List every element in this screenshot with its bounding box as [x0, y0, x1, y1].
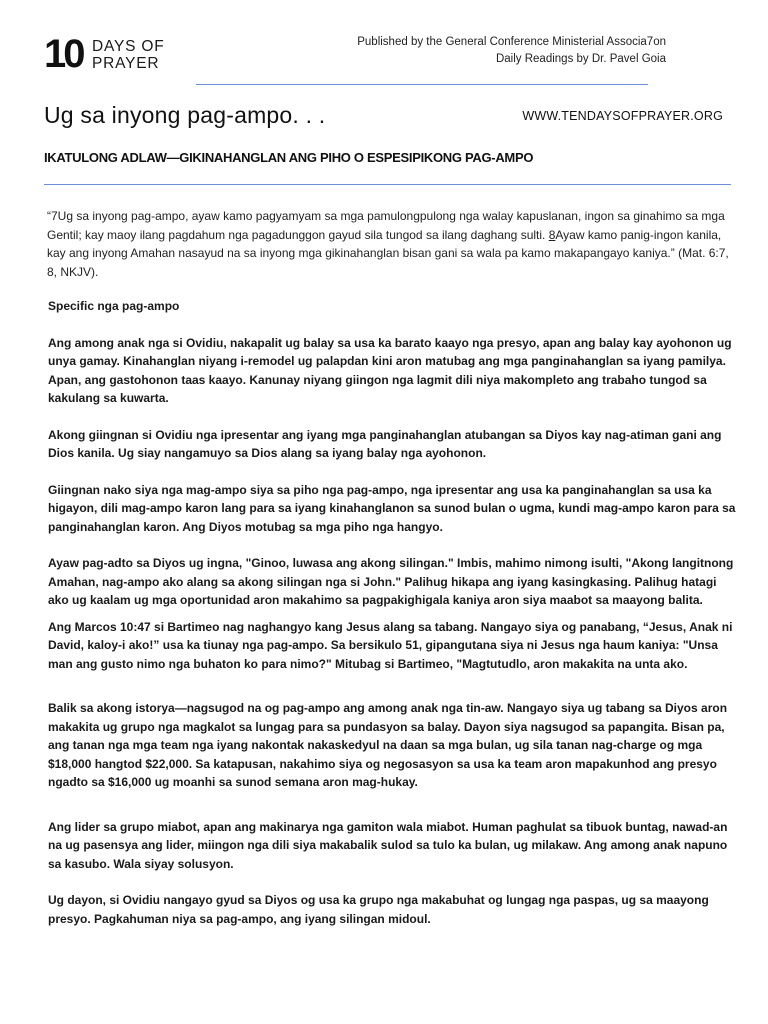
page-title: Ug sa inyong pag-ampo. . . [44, 102, 326, 128]
scripture-part-2: Ayaw kamo panig-ingon kanila, kay ang inyong Amahan nasayud na sa inyong mga gikinahanglan bisan gani sa wala pa kamo makapangayo kaniya.” (Mat. 6:7, 8, NKJV). [47, 227, 729, 279]
day-heading: IKATULONG ADLAW—GIKINAHANGLAN ANG PIHO O ESPESIPIKONG PAG-AMPO [44, 150, 534, 165]
logo-line-1: DAYS OF [92, 38, 165, 55]
header-divider [196, 84, 648, 85]
paragraph: Ayaw pag-adto sa Diyos ug ingna, "Ginoo, luwasa ang akong silingan." Imbis, mahimo nimong isulti, "Akong langitnong Amahan, nag-ampo ako alang sa akong silingan nga si John." Palihug hikapa ang iyang kasingkasing. Palihug hatagi ako ug kaalam ug mga oportunidad aron makahimo sa pagpakighigala kaniya aron siya maabot sa maayong balita. [48, 556, 734, 607]
paragraph: Ug dayon, si Ovidiu nangayo gyud sa Diyos og usa ka grupo nga makabuhat og lungag nga paspas, ug sa maayong presyo. Pagkahuman niya sa pag-ampo, ang iyang silingan midoul. [48, 893, 709, 926]
paragraph: Balik sa akong istorya—nagsugod na og pag-ampo ang among anak nga tin-aw. Nangayo siya ug tabang sa Diyos aron makakita ug grupo nga magkalot sa lungag para sa pundasyon sa balay. Dayon siya nagsugod sa papangita. Bisan pa, ang tanan nga mga team nga iyang nakontak nakaskedyul na daan sa mga bulan, ug sila tanan nag-charge og mga $18,000 hangtod $22,000. Sa katapusan, nakahimo siya og negosasyon sa usa ka team aron mapakunhod ang presyo ngadto sa $16,000 ug moanhi sa sunod semana aron mag-hukay. [48, 701, 728, 789]
paragraph: Ang lider sa grupo miabot, apan ang makinarya nga gamiton wala miabot. Human paghulat sa tibuok buntag, nawad-an na ug pasensya ang lider, miingon nga dili siya makabalik sulod sa tulo ka bulan, ug milakaw. Ang among anak napuno sa kasubo. Wala siyay solusyon. [48, 819, 728, 871]
paragraph: Giingnan nako siya nga mag-ampo siya sa piho nga pag-ampo, nga ipresentar ang usa ka panginahanglan sa usa ka higayon, dili mag-ampo karon lang para sa iyang kinahanglanon sa sunod bulan o ugma, kundi mag-ampo karon para sa panginahanglan karon. Ang Diyos motubag sa mga piho nga hangyo. [48, 482, 736, 534]
logo-line-2: PRAYER [92, 55, 160, 72]
logo-number: 10 [44, 32, 83, 76]
paragraph: Ang Marcos 10:47 si Bartimeo nag naghangyo kang Jesus alang sa tabang. Nangayo siya og panabang, “Jesus, Anak ni David, kaloy-i ako!” usa ka tiunay nga pag-ampo. Sa bersikulo 51, gipangutana siya ni Jesus nga haum kaniya: "Unsa man ang gusto nimo nga buhaton ko para nimo?" Mitubag si Bartimeo, "Magtutudlo, aron makakita na unta ako. [48, 619, 733, 671]
section-divider [44, 184, 731, 185]
author-line: Daily Readings by Dr. Pavel Goia [495, 53, 666, 65]
publisher-line: Published by the General Conference Ministerial Associa7on [357, 36, 666, 48]
verse-number: 8 [548, 227, 556, 242]
scripture-quote [47, 207, 733, 281]
publisher-info [357, 34, 666, 68]
scripture-part-1: “7Ug sa inyong pag-ampo, ayaw kamo pagyamyam sa mga pamulongpulong nga walay kapuslanan, ingon sa ginahimo sa mga Gentil; kay maoy ilang pagdahum nga pagadunggon gayud sila tungod sa ilang daghang sulti. [47, 209, 725, 242]
paragraph: Ang among anak nga si Ovidiu, nakapalit ug balay sa usa ka barato kaayo nga presyo, apan ang balay kay ayohonon ug unya gamay. Kinahanglan niyang i-remodel ug palapdan kini aron matubag ang mga panginahanglan sa iyang pamilya. Apan, ang gastohonon taas kaayo. Kanunay niyang giingon nga lagmit dili niya makompleto ang trabaho tungod sa kakulang sa kuwarta. [48, 335, 732, 405]
paragraph: Akong giingnan si Ovidiu nga ipresentar ang iyang mga panginahanglan atubangan sa Diyos kay nag-atiman gani ang Dios kanila. Ug siay nangamuyo sa Dios alang sa iyang balay nga ayohonon. [48, 427, 722, 460]
section-subtitle: Specific nga pag-ampo [48, 299, 180, 313]
website-url[interactable]: WWW.TENDAYSOFPRAYER.ORG [522, 109, 723, 123]
reading-body [48, 297, 738, 928]
logo-wordmark [92, 38, 165, 72]
